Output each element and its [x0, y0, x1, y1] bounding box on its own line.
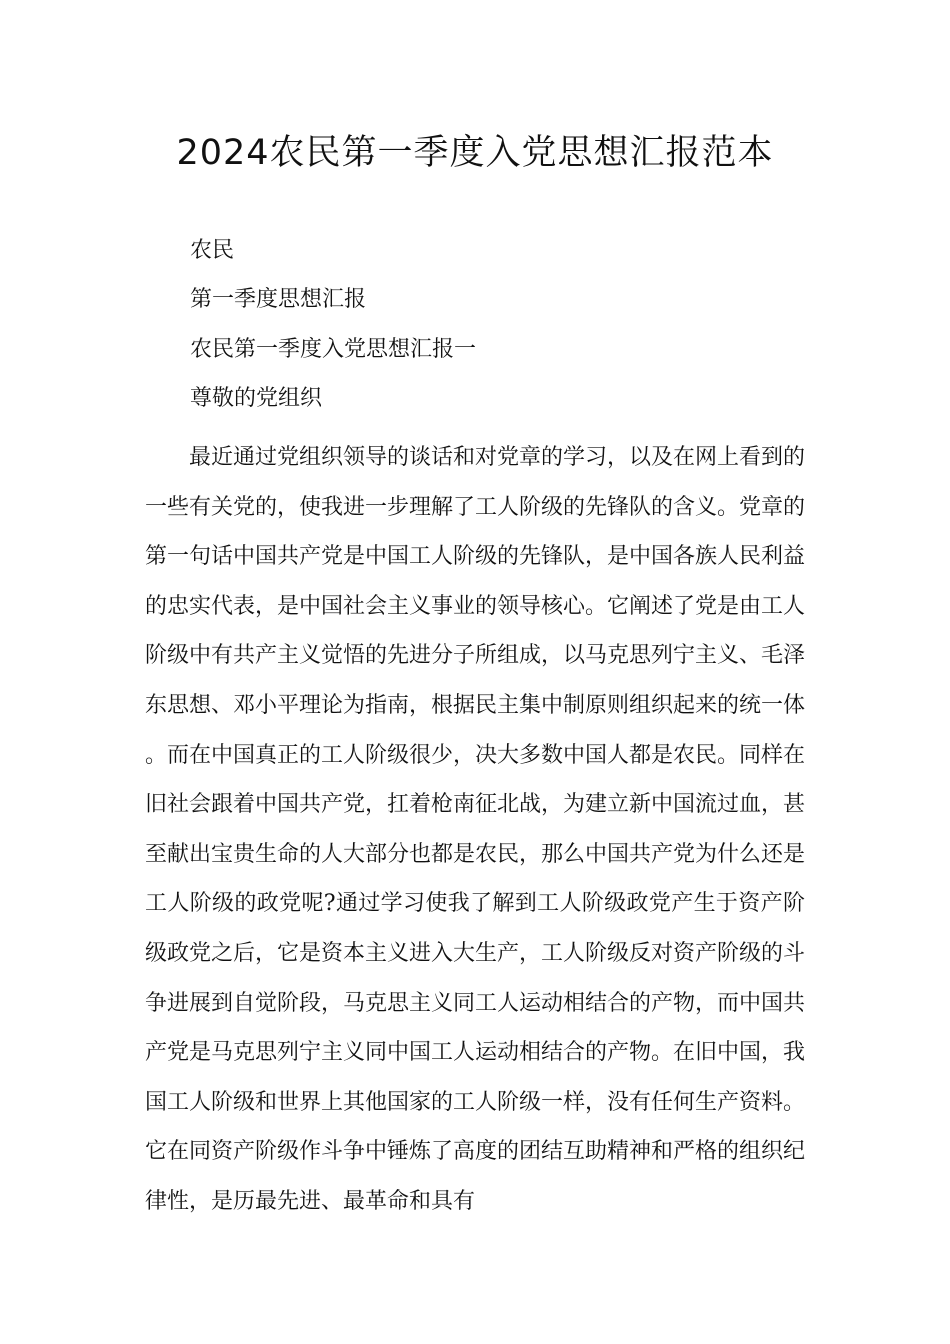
line-subtitle: 第一季度思想汇报 — [190, 287, 367, 312]
line-report-heading: 农民第一季度入党思想汇报一 — [190, 337, 477, 362]
line-author: 农民 — [190, 238, 235, 263]
body-paragraph: 最近通过党组织领导的谈话和对党章的学习，以及在网上看到的一些有关党的，使我进一步理解了工人阶级的先锋队的含义。党章的第一句话中国共产党是中国工人阶级的先锋队，是中国各族人民利益的忠实代表，是中国社会主义事业的领导核心。它阐述了党是由工人阶级中有共产主义觉悟的先进分子所组成，以马克思列宁主义、毛泽东思想、邓小平理论为指南，根据民主集中制原则组织起来的统一体。而在中国真正的工人阶级很少，决大多数中国人都是农民。同样在旧社会跟着中国共产党，扛着枪南征北战，为建立新中国流过血，甚至献出宝贵生命的人大部分也都是农民，那么中国共产党为什么还是工人阶级的政党呢?通过学习使我了解到工人阶级政党产生于资产阶级政党之后，它是资本主义进入大生产，工人阶级反对资产阶级的斗争进展到自觉阶段，马克思主义同工人运动相结合的产物，而中国共产党是马克思列宁主义同中国工人运动相结合的产物。在旧中国，我国工人阶级和世界上其他国家的工人阶级一样，没有任何生产资料。它在同资产阶级作斗争中锤炼了高度的团结互助精神和严格的组织纪律性，是历最先进、最革命和具有 — [145, 445, 806, 1214]
line-salutation: 尊敬的党组织 — [190, 386, 323, 411]
document-title: 2024农民第一季度入党思想汇报范本 — [176, 133, 774, 173]
